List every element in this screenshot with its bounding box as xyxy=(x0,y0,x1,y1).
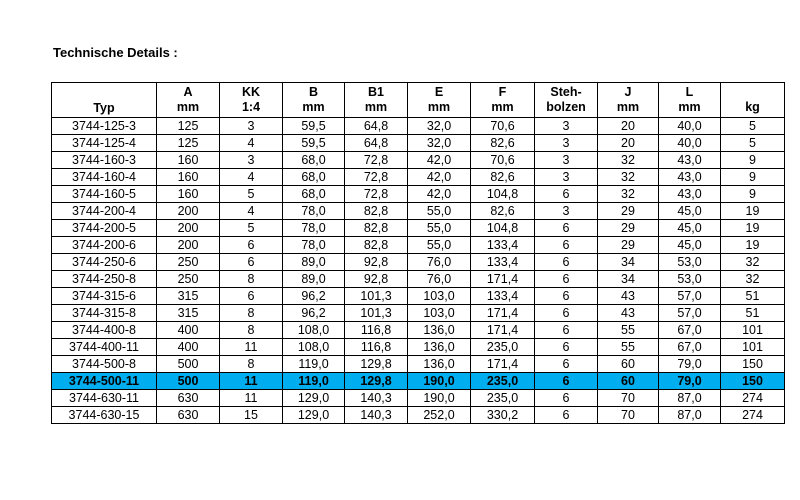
table-cell: 32 xyxy=(598,186,659,203)
table-cell: 3 xyxy=(535,152,598,169)
table-cell: 76,0 xyxy=(408,254,471,271)
table-cell: 3 xyxy=(535,203,598,220)
column-header-bottom: mm xyxy=(176,100,200,114)
table-cell: 3744-160-3 xyxy=(52,152,157,169)
table-cell: 8 xyxy=(220,356,283,373)
table-cell: 45,0 xyxy=(659,203,721,220)
table-cell: 3744-125-3 xyxy=(52,118,157,135)
table-cell: 96,2 xyxy=(283,305,345,322)
table-row xyxy=(52,220,785,237)
table-cell: 6 xyxy=(220,237,283,254)
table-cell: 79,0 xyxy=(659,373,721,390)
table-cell: 59,5 xyxy=(283,118,345,135)
table-cell: 116,8 xyxy=(345,339,408,356)
table-cell: 133,4 xyxy=(471,237,535,254)
table-cell: 9 xyxy=(721,186,785,203)
table-cell: 3 xyxy=(220,118,283,135)
table-cell: 250 xyxy=(157,254,220,271)
table-cell: 129,8 xyxy=(345,356,408,373)
column-header-a xyxy=(157,83,220,118)
table-cell: 92,8 xyxy=(345,271,408,288)
table-row xyxy=(52,305,785,322)
table-cell: 103,0 xyxy=(408,305,471,322)
table-row xyxy=(52,356,785,373)
table-cell: 45,0 xyxy=(659,237,721,254)
table-cell: 630 xyxy=(157,407,220,424)
table-cell: 101,3 xyxy=(345,288,408,305)
table-cell: 3744-200-6 xyxy=(52,237,157,254)
table-cell: 3744-400-11 xyxy=(52,339,157,356)
table-cell: 96,2 xyxy=(283,288,345,305)
table-cell: 3744-500-11 xyxy=(52,373,157,390)
table-cell: 51 xyxy=(721,305,785,322)
column-header-bottom: mm xyxy=(364,100,388,114)
table-cell: 78,0 xyxy=(283,237,345,254)
table-cell: 630 xyxy=(157,390,220,407)
table-cell: 140,3 xyxy=(345,407,408,424)
column-header-b xyxy=(283,83,345,118)
table-cell: 8 xyxy=(220,305,283,322)
table-cell: 20 xyxy=(598,118,659,135)
table-cell: 200 xyxy=(157,203,220,220)
table-cell: 32,0 xyxy=(408,135,471,152)
table-cell: 129,8 xyxy=(345,373,408,390)
table-cell: 3 xyxy=(535,169,598,186)
table-cell: 19 xyxy=(721,220,785,237)
table-cell: 6 xyxy=(535,373,598,390)
table-row xyxy=(52,203,785,220)
table-cell: 57,0 xyxy=(659,305,721,322)
table-cell: 79,0 xyxy=(659,356,721,373)
table-cell: 274 xyxy=(721,407,785,424)
column-header-steh xyxy=(535,83,598,118)
column-header-bottom: mm xyxy=(616,100,640,114)
column-header-top: KK xyxy=(241,85,261,99)
column-header-top: A xyxy=(183,85,193,99)
table-cell: 76,0 xyxy=(408,271,471,288)
table-cell: 34 xyxy=(598,271,659,288)
column-header-bottom: kg xyxy=(745,100,760,114)
table-cell: 82,8 xyxy=(345,220,408,237)
table-cell: 19 xyxy=(721,203,785,220)
table-cell: 5 xyxy=(721,118,785,135)
column-header-bottom: mm xyxy=(427,100,451,114)
table-cell: 60 xyxy=(598,373,659,390)
column-header-l xyxy=(659,83,721,118)
table-cell: 8 xyxy=(220,322,283,339)
table-row xyxy=(52,118,785,135)
table-cell: 6 xyxy=(535,271,598,288)
table-cell: 3744-630-11 xyxy=(52,390,157,407)
table-cell: 3 xyxy=(535,118,598,135)
column-header-bottom: mm xyxy=(302,100,325,114)
table-cell: 68,0 xyxy=(283,152,345,169)
column-header-top: Steh- xyxy=(550,85,582,99)
column-header-top: B1 xyxy=(368,85,384,99)
table-cell: 53,0 xyxy=(659,271,721,288)
table-cell: 125 xyxy=(157,135,220,152)
table-row xyxy=(52,237,785,254)
table-cell: 133,4 xyxy=(471,254,535,271)
column-header-bottom: mm xyxy=(678,100,701,114)
column-header-bottom: 1:4 xyxy=(241,100,261,114)
table-cell: 160 xyxy=(157,186,220,203)
table-row xyxy=(52,407,785,424)
table-cell: 4 xyxy=(220,203,283,220)
table-cell: 108,0 xyxy=(283,322,345,339)
column-header-top xyxy=(52,86,156,101)
table-cell: 3744-200-4 xyxy=(52,203,157,220)
table-row xyxy=(52,373,785,390)
table-cell: 200 xyxy=(157,237,220,254)
column-header-typ xyxy=(52,83,157,118)
table-cell: 150 xyxy=(721,373,785,390)
table-cell: 11 xyxy=(220,390,283,407)
table-cell: 4 xyxy=(220,135,283,152)
table-cell: 3 xyxy=(220,152,283,169)
table-cell: 6 xyxy=(220,254,283,271)
column-header-e xyxy=(408,83,471,118)
table-cell: 6 xyxy=(535,254,598,271)
table-cell: 3744-315-6 xyxy=(52,288,157,305)
table-cell: 29 xyxy=(598,237,659,254)
table-cell: 72,8 xyxy=(345,169,408,186)
table-cell: 6 xyxy=(535,407,598,424)
table-cell: 3744-315-8 xyxy=(52,305,157,322)
column-header-top: J xyxy=(624,85,632,99)
table-row xyxy=(52,288,785,305)
column-header-bottom: mm xyxy=(491,100,514,114)
table-header xyxy=(52,83,785,118)
table-cell: 72,8 xyxy=(345,152,408,169)
table-row xyxy=(52,271,785,288)
table-body xyxy=(52,118,785,424)
column-header-top: L xyxy=(685,85,694,99)
table-cell: 235,0 xyxy=(471,339,535,356)
table-cell: 55,0 xyxy=(408,237,471,254)
table-cell: 5 xyxy=(220,220,283,237)
table-cell: 92,8 xyxy=(345,254,408,271)
table-row xyxy=(52,169,785,186)
table-cell: 150 xyxy=(721,356,785,373)
table-cell: 3744-200-5 xyxy=(52,220,157,237)
technical-details-table xyxy=(51,82,785,424)
table-cell: 42,0 xyxy=(408,169,471,186)
column-header-bottom: bolzen xyxy=(546,100,586,114)
table-cell: 3744-500-8 xyxy=(52,356,157,373)
table-cell: 78,0 xyxy=(283,203,345,220)
table-cell: 4 xyxy=(220,169,283,186)
table-cell: 55 xyxy=(598,339,659,356)
table-cell: 32 xyxy=(598,152,659,169)
table-cell: 68,0 xyxy=(283,186,345,203)
table-cell: 55 xyxy=(598,322,659,339)
table-cell: 42,0 xyxy=(408,186,471,203)
table-row xyxy=(52,135,785,152)
table-cell: 252,0 xyxy=(408,407,471,424)
table-cell: 6 xyxy=(535,305,598,322)
table-cell: 400 xyxy=(157,339,220,356)
table-row xyxy=(52,254,785,271)
table-cell: 32,0 xyxy=(408,118,471,135)
table-cell: 6 xyxy=(535,390,598,407)
table-cell: 87,0 xyxy=(659,390,721,407)
table-cell: 3744-630-15 xyxy=(52,407,157,424)
table-cell: 68,0 xyxy=(283,169,345,186)
table-cell: 274 xyxy=(721,390,785,407)
table-cell: 200 xyxy=(157,220,220,237)
table-cell: 171,4 xyxy=(471,356,535,373)
table-cell: 82,6 xyxy=(471,135,535,152)
table-cell: 59,5 xyxy=(283,135,345,152)
table-cell: 82,6 xyxy=(471,203,535,220)
table-cell: 20 xyxy=(598,135,659,152)
table-cell: 133,4 xyxy=(471,288,535,305)
table-cell: 6 xyxy=(535,186,598,203)
table-cell: 78,0 xyxy=(283,220,345,237)
column-header-kg xyxy=(721,83,785,118)
table-cell: 315 xyxy=(157,305,220,322)
table-cell: 171,4 xyxy=(471,305,535,322)
table-cell: 19 xyxy=(721,237,785,254)
table-cell: 70,6 xyxy=(471,152,535,169)
table-cell: 9 xyxy=(721,169,785,186)
column-header-b1 xyxy=(345,83,408,118)
table-cell: 160 xyxy=(157,152,220,169)
table-cell: 101 xyxy=(721,322,785,339)
table-cell: 103,0 xyxy=(408,288,471,305)
table-cell: 51 xyxy=(721,288,785,305)
table-cell: 5 xyxy=(220,186,283,203)
table-row xyxy=(52,322,785,339)
table-cell: 29 xyxy=(598,220,659,237)
column-header-top: F xyxy=(498,85,507,99)
table-cell: 32 xyxy=(598,169,659,186)
table-cell: 160 xyxy=(157,169,220,186)
table-cell: 40,0 xyxy=(659,118,721,135)
table-cell: 64,8 xyxy=(345,135,408,152)
table-cell: 55,0 xyxy=(408,203,471,220)
table-cell: 190,0 xyxy=(408,390,471,407)
table-row xyxy=(52,339,785,356)
table-cell: 136,0 xyxy=(408,339,471,356)
table-cell: 64,8 xyxy=(345,118,408,135)
table-cell: 6 xyxy=(535,237,598,254)
table-cell: 45,0 xyxy=(659,220,721,237)
table-cell: 43,0 xyxy=(659,152,721,169)
table-cell: 67,0 xyxy=(659,322,721,339)
table-cell: 6 xyxy=(535,220,598,237)
table-cell: 235,0 xyxy=(471,390,535,407)
table-cell: 82,6 xyxy=(471,169,535,186)
table-cell: 500 xyxy=(157,373,220,390)
table-cell: 6 xyxy=(535,288,598,305)
table-cell: 104,8 xyxy=(471,220,535,237)
table-cell: 171,4 xyxy=(471,271,535,288)
table-cell: 3744-400-8 xyxy=(52,322,157,339)
table-cell: 57,0 xyxy=(659,288,721,305)
table-cell: 3744-160-4 xyxy=(52,169,157,186)
table-row xyxy=(52,152,785,169)
table-cell: 34 xyxy=(598,254,659,271)
table-cell: 5 xyxy=(721,135,785,152)
table-cell: 129,0 xyxy=(283,407,345,424)
table-cell: 119,0 xyxy=(283,373,345,390)
table-cell: 140,3 xyxy=(345,390,408,407)
table-cell: 9 xyxy=(721,152,785,169)
column-header-j xyxy=(598,83,659,118)
table-cell: 87,0 xyxy=(659,407,721,424)
table-cell: 235,0 xyxy=(471,373,535,390)
table-cell: 3744-160-5 xyxy=(52,186,157,203)
table-cell: 55,0 xyxy=(408,220,471,237)
table-cell: 40,0 xyxy=(659,135,721,152)
column-header-bottom: Typ xyxy=(93,101,115,115)
table-cell: 171,4 xyxy=(471,322,535,339)
page-title: Technische Details : xyxy=(53,45,178,60)
table-row xyxy=(52,390,785,407)
table-cell: 6 xyxy=(535,339,598,356)
table-cell: 3744-250-6 xyxy=(52,254,157,271)
column-header-f xyxy=(471,83,535,118)
table-cell: 82,8 xyxy=(345,203,408,220)
table-cell: 32 xyxy=(721,271,785,288)
table-cell: 129,0 xyxy=(283,390,345,407)
table-cell: 43 xyxy=(598,288,659,305)
table-cell: 60 xyxy=(598,356,659,373)
header-row xyxy=(52,83,785,118)
table-cell: 104,8 xyxy=(471,186,535,203)
table-cell: 53,0 xyxy=(659,254,721,271)
table-cell: 89,0 xyxy=(283,254,345,271)
table-row xyxy=(52,186,785,203)
table-cell: 82,8 xyxy=(345,237,408,254)
table-cell: 42,0 xyxy=(408,152,471,169)
table-cell: 6 xyxy=(535,356,598,373)
table-cell: 43 xyxy=(598,305,659,322)
table-cell: 315 xyxy=(157,288,220,305)
table-cell: 70 xyxy=(598,407,659,424)
table-cell: 11 xyxy=(220,373,283,390)
column-header-top xyxy=(721,85,784,100)
column-header-top: E xyxy=(434,85,444,99)
table-cell: 67,0 xyxy=(659,339,721,356)
table-cell: 89,0 xyxy=(283,271,345,288)
table-cell: 116,8 xyxy=(345,322,408,339)
table-cell: 11 xyxy=(220,339,283,356)
table-cell: 32 xyxy=(721,254,785,271)
table-cell: 15 xyxy=(220,407,283,424)
table-cell: 125 xyxy=(157,118,220,135)
table-cell: 6 xyxy=(535,322,598,339)
table-cell: 108,0 xyxy=(283,339,345,356)
table-cell: 119,0 xyxy=(283,356,345,373)
table-cell: 400 xyxy=(157,322,220,339)
table-cell: 6 xyxy=(220,288,283,305)
table-cell: 500 xyxy=(157,356,220,373)
table-cell: 43,0 xyxy=(659,186,721,203)
table-cell: 101,3 xyxy=(345,305,408,322)
table-cell: 3 xyxy=(535,135,598,152)
table-cell: 8 xyxy=(220,271,283,288)
table-cell: 3744-250-8 xyxy=(52,271,157,288)
table-cell: 190,0 xyxy=(408,373,471,390)
table-cell: 330,2 xyxy=(471,407,535,424)
table-cell: 101 xyxy=(721,339,785,356)
table-cell: 250 xyxy=(157,271,220,288)
table-cell: 3744-125-4 xyxy=(52,135,157,152)
table-cell: 72,8 xyxy=(345,186,408,203)
table-cell: 29 xyxy=(598,203,659,220)
table-cell: 136,0 xyxy=(408,356,471,373)
table-cell: 136,0 xyxy=(408,322,471,339)
table-cell: 43,0 xyxy=(659,169,721,186)
table-cell: 70 xyxy=(598,390,659,407)
column-header-top: B xyxy=(308,85,319,99)
table-cell: 70,6 xyxy=(471,118,535,135)
column-header-kk xyxy=(220,83,283,118)
